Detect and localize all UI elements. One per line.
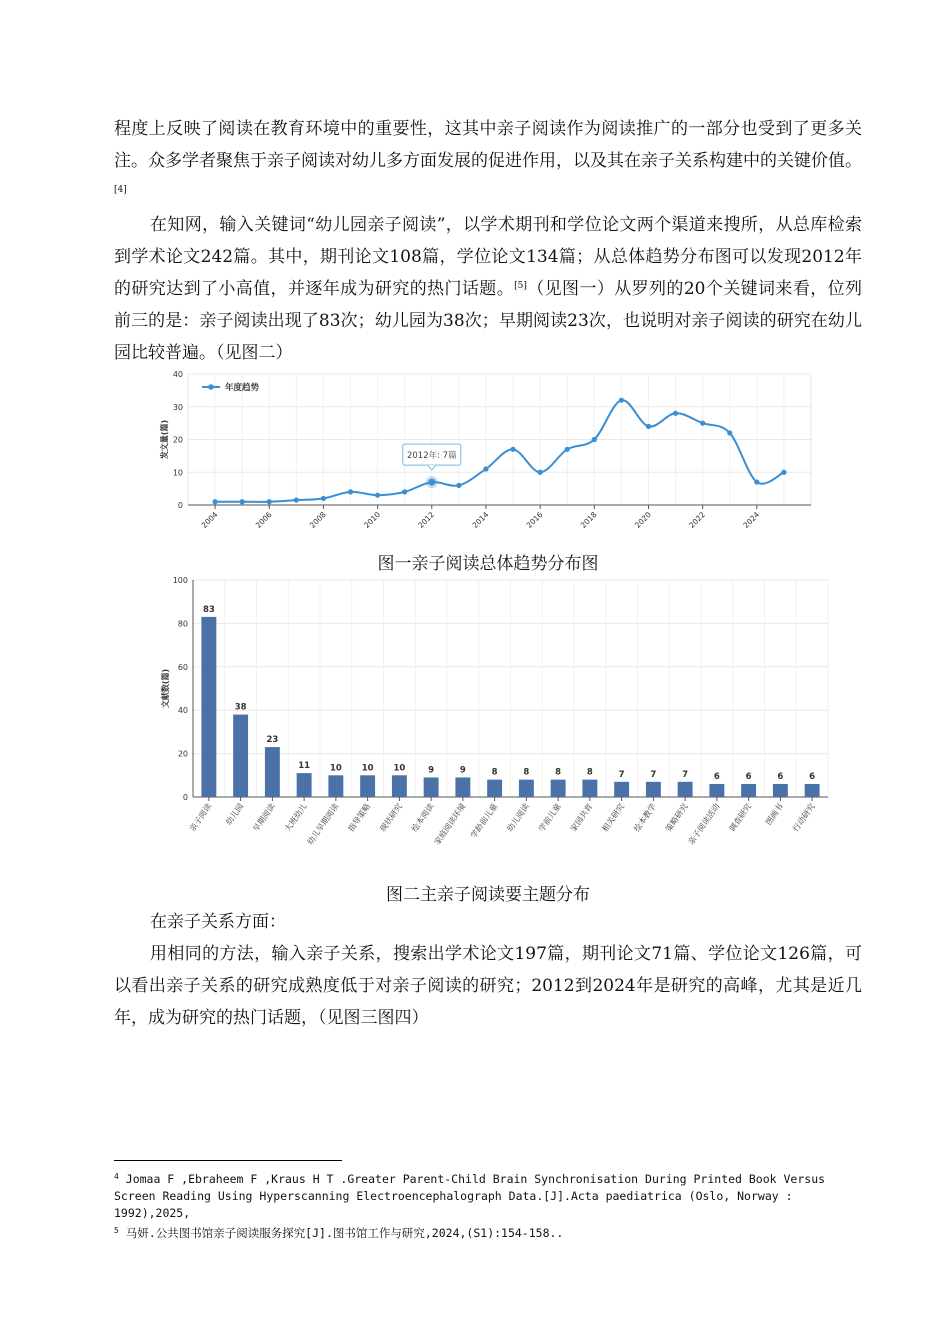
y-tick-label: 0	[177, 501, 183, 510]
y-tick-label: 100	[172, 576, 188, 585]
y-tick-label: 20	[172, 435, 183, 445]
data-point	[456, 483, 461, 488]
topic-bar-chart	[156, 572, 836, 862]
data-point	[727, 430, 732, 435]
data-point	[375, 493, 380, 498]
paragraph-2-text-b: （见图一）从罗列的20个关键词来看，位列前三的是：亲子阅读出现了83次；幼儿园为38次；早期阅读23次，也说明对亲子阅读的研究在幼儿园比较普遍。（见图二）	[114, 279, 863, 363]
x-tick-label: 行动研究	[791, 801, 817, 834]
data-point	[619, 398, 624, 403]
paragraph-1	[114, 113, 862, 209]
bar-value-label: 9	[459, 765, 466, 776]
bar	[678, 782, 693, 797]
tooltip-text: 2012年: 7篇	[406, 451, 457, 462]
y-axis-title: 发文量(篇)	[160, 419, 169, 460]
data-point	[348, 489, 353, 494]
footnote-5-text: 马妍.公共图书馆亲子阅读服务探究[J].图书馆工作与研究,2024,(S1):154-158..	[125, 1226, 564, 1240]
y-tick-label: 20	[177, 749, 188, 759]
bar-value-label: 8	[555, 767, 562, 778]
bar-value-label: 6	[809, 771, 816, 782]
x-tick-label: 相关研究	[600, 801, 627, 834]
bar	[265, 747, 280, 797]
footnote-4-text: Jomaa F ,Ebraheem F ,Kraus H T .Greater Parent-Child Brain Synchronisation During Printed Book Versus Screen Reading Using Hyperscanning Electroencephalograph Data.[J].Acta paediatrica (Oslo, Norway : 1992),2025,	[114, 1172, 826, 1220]
trend-line-chart	[156, 368, 816, 546]
bar-value-label: 10	[361, 763, 374, 774]
x-tick-label: 亲子阅读活动	[686, 801, 722, 847]
x-tick-label: 2014	[470, 510, 491, 530]
data-point	[700, 421, 705, 426]
bar-value-label: 6	[745, 771, 752, 782]
y-tick-label: 30	[172, 402, 183, 412]
data-point	[428, 479, 435, 486]
x-tick-label: 2006	[253, 510, 274, 530]
data-point	[538, 470, 543, 475]
footnote-4	[114, 1168, 862, 1222]
bar-value-label: 23	[266, 735, 279, 746]
footnote-4-mark: 4	[114, 1172, 119, 1181]
body-text-bottom	[114, 906, 862, 1034]
paragraph-2	[114, 209, 862, 369]
bar	[805, 784, 820, 797]
bar	[424, 777, 439, 797]
bar-value-label: 8	[586, 767, 593, 778]
x-tick-label: 幼儿园	[224, 801, 246, 827]
footnote-5	[114, 1222, 862, 1242]
data-point	[673, 411, 678, 416]
bar-value-label: 6	[713, 771, 720, 782]
x-tick-label: 2024	[741, 510, 762, 530]
bar	[297, 773, 312, 797]
x-tick-label: 指导策略	[346, 801, 373, 834]
x-tick-label: 2022	[687, 510, 708, 530]
bar	[741, 784, 756, 797]
x-tick-label: 学龄前儿童	[468, 801, 500, 840]
paragraph-1-text: 程度上反映了阅读在教育环境中的重要性，这其中亲子阅读作为阅读推广的一部分也受到了更多关注。众多学者聚焦于亲子阅读对幼儿多方面发展的促进作用，以及其在亲子关系构建中的关键价值。	[114, 119, 862, 171]
trend-line-chart-svg	[156, 368, 816, 546]
citation-4: [4]	[114, 185, 127, 195]
bar	[614, 782, 629, 797]
paragraph-2-text-a: 在知网，输入关键词“幼儿园亲子阅读”，以学术期刊和学位论文两个渠道来搜所，从总库检索到学术论文242篇。其中，期刊论文108篇，学位论文134篇；从总体趋势分布图可以发现2012年的研究达到了小高值，并逐年成为研究的热门话题。	[114, 215, 862, 299]
bar-value-label: 7	[618, 769, 625, 780]
x-tick-label: 2008	[307, 510, 328, 530]
bar-value-label: 38	[234, 702, 247, 713]
bar-value-label: 10	[329, 763, 342, 774]
bar-value-label: 7	[682, 769, 689, 780]
paragraph-4: 用相同的方法，输入亲子关系，搜索出学术论文197篇，期刊论文71篇、学位论文126篇，可以看出亲子关系的研究成熟度低于对亲子阅读的研究；2012到2024年是研究的高峰，尤其是近几年，成为研究的热门话题，（见图三图四）	[114, 944, 862, 1028]
citation-5: [5]	[514, 281, 527, 291]
x-tick-label: 学前儿童	[537, 801, 563, 834]
legend-marker	[208, 384, 214, 390]
bar	[519, 780, 534, 797]
bar-value-label: 10	[393, 763, 406, 774]
bar	[551, 780, 566, 797]
x-tick-label: 幼儿阅读	[505, 801, 532, 834]
data-point	[646, 424, 651, 429]
x-tick-label: 调查研究	[727, 801, 754, 834]
footnotes	[114, 1168, 862, 1242]
bar	[360, 775, 375, 797]
data-point	[240, 499, 245, 504]
bar-value-label: 9	[428, 765, 435, 776]
x-tick-label: 2012	[416, 510, 437, 530]
x-tick-label: 2004	[199, 510, 220, 530]
data-point	[294, 497, 299, 502]
x-tick-label: 早期阅读	[251, 801, 278, 834]
bar-value-label: 11	[298, 761, 311, 772]
bar	[455, 777, 470, 797]
bar	[328, 775, 343, 797]
data-point	[483, 466, 488, 471]
data-point	[212, 499, 217, 504]
footnote-separator	[114, 1160, 342, 1161]
data-point	[321, 496, 326, 501]
x-tick-label: 2016	[524, 510, 545, 530]
data-point	[754, 479, 759, 484]
data-point	[402, 489, 407, 494]
footnote-5-mark: 5	[114, 1226, 119, 1235]
bar-value-label: 6	[777, 771, 784, 782]
figure-2-caption: 图二主亲子阅读要主题分布	[386, 885, 590, 905]
x-tick-label: 幼儿早期阅读	[305, 801, 341, 847]
y-tick-label: 60	[177, 662, 188, 672]
bar	[487, 780, 502, 797]
paragraph-3: 在亲子关系方面：	[150, 912, 286, 932]
bar	[201, 617, 216, 797]
x-tick-label: 绘本阅读	[410, 801, 436, 834]
y-tick-label: 80	[177, 619, 188, 629]
x-tick-label: 现状研究	[378, 801, 405, 834]
x-tick-label: 策略研究	[664, 801, 690, 834]
bar	[392, 775, 407, 797]
data-point	[592, 437, 597, 442]
bar-value-label: 7	[650, 769, 657, 780]
body-text-top	[114, 113, 862, 369]
bar	[646, 782, 661, 797]
legend-label: 年度趋势	[225, 383, 260, 393]
x-tick-label: 大班幼儿	[283, 801, 309, 834]
data-point	[267, 499, 272, 504]
bar	[233, 715, 248, 797]
bar-value-label: 83	[202, 604, 215, 615]
x-tick-label: 家庭阅读环境	[432, 801, 468, 847]
data-point	[565, 447, 570, 452]
topic-bar-chart-svg	[156, 572, 836, 862]
x-tick-label: 2018	[578, 510, 599, 530]
bar	[582, 780, 597, 797]
x-tick-label: 图画书	[763, 801, 786, 827]
y-tick-label: 40	[177, 706, 188, 716]
figure-1-caption: 图一亲子阅读总体趋势分布图	[377, 554, 599, 574]
x-tick-label: 亲子阅读	[187, 801, 214, 834]
y-tick-label: 10	[172, 468, 183, 478]
y-tick-label: 40	[172, 370, 183, 379]
x-tick-label: 绘本教学	[632, 801, 659, 834]
bar	[773, 784, 788, 797]
data-point	[781, 470, 786, 475]
x-tick-label: 2010	[362, 510, 383, 530]
bar-value-label: 8	[523, 767, 530, 778]
bar-value-label: 8	[491, 767, 498, 778]
x-tick-label: 2020	[633, 510, 653, 530]
data-point	[510, 447, 515, 452]
y-tick-label: 0	[182, 793, 188, 802]
y-axis-title: 文献数(篇)	[161, 668, 170, 709]
bar	[709, 784, 724, 797]
x-tick-label: 家园共育	[568, 801, 595, 834]
